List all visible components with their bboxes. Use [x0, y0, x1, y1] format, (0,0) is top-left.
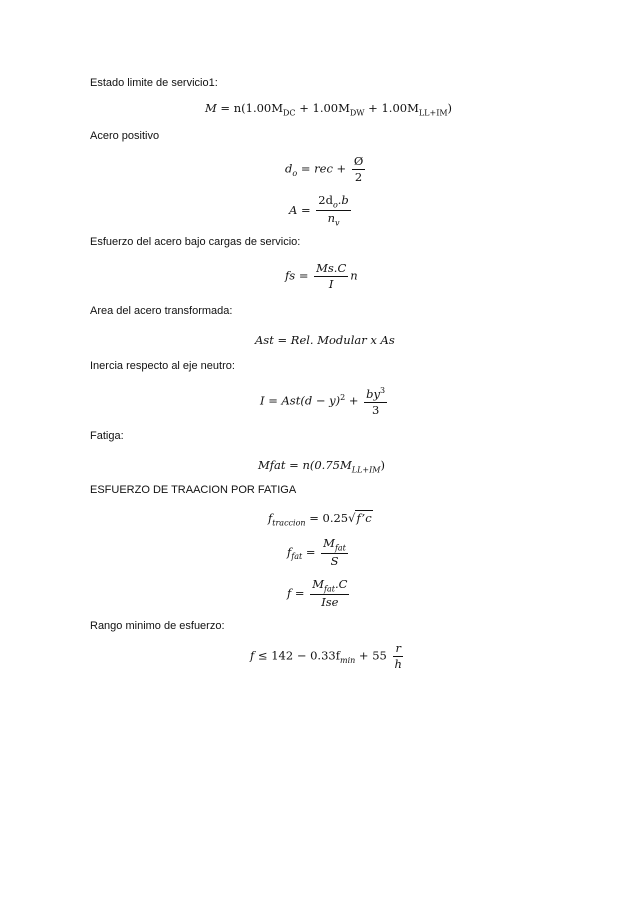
section-label-area-transformada: Area del acero transformada:	[90, 305, 233, 317]
equation-ffat: $f_{fat}$ = $\frac{M_{fat}}{S}$	[287, 536, 346, 569]
equation-inertia: $I = Ast(d - y)^2$ + $\frac{by^3}{3}$	[260, 386, 386, 418]
section-label-traccion-fatiga: ESFUERZO DE TRAACION POR FATIGA	[90, 484, 297, 496]
equation-area: A = $\frac{2d_o.b}{n_v}$	[289, 193, 349, 228]
equation-fs: fs = $\frac{Ms.C}{I}$ n	[285, 261, 358, 292]
section-label-esfuerzo: Esfuerzo del acero bajo cargas de servicio:	[90, 236, 301, 248]
section-label-fatiga: Fatiga:	[90, 430, 124, 442]
equation-mfat: Mfat = $n(0.75M_{LL+IM})$	[258, 458, 385, 475]
equation-ftraccion: $f_{traccion}$ = 0.25√f’c	[268, 511, 372, 528]
section-label-inercia: Inercia respecto al eje neutro:	[90, 360, 235, 372]
equation-rango: $f \le 142 - 0.33f_{min} + 55$ $\frac{r}{h}$	[250, 641, 402, 672]
section-label-acero-positivo: Acero positivo	[90, 130, 160, 142]
equation-f: f = $\frac{M_{fat}.C}{\text{Ise}}$	[287, 577, 348, 610]
section-label-rango: Rango minimo de esfuerzo:	[90, 620, 225, 632]
equation-ast: Ast = Rel. Modular x As	[255, 333, 395, 347]
equation-do: $d_o$ = rec + $\frac{Ø}{2}$	[285, 154, 364, 185]
section-label-servicio: Estado limite de servicio1:	[90, 77, 218, 89]
equation-moment-service: $M = n(1.00M_{DC} + 1.00M_{DW} + 1.00M_{LL+IM})$	[205, 101, 453, 118]
sqrt-symbol: √f’c	[348, 511, 372, 525]
